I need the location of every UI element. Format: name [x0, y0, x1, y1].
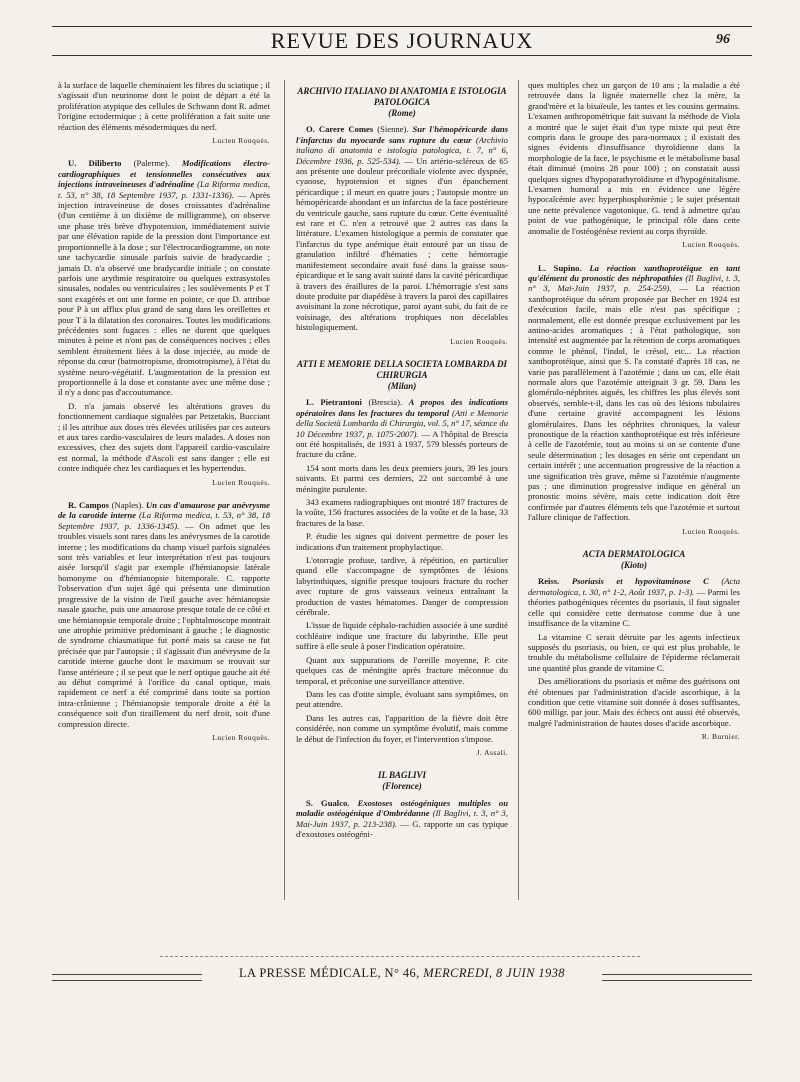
paragraph: 154 sont morts dans les deux premiers jours, 39 les jours suivants. Et parmi ces derniers, 22 ont succombé à une méningite purulente. — [296, 462, 508, 494]
article-text: — Parmi les théories pathogéniques récentes du psoriasis, il faut signaler celle qui considère cette dermatose comme due à une insuffisance de la vitamine C. — [528, 586, 741, 629]
paragraph: La vitamine C serait détruite par les agents infectieux supposés du psoriasis, ou bien, ce qui est plus probable, le trouble du métabolisme cellulaire de l'épiderme réclamerait une quantité plus grande de vitamine C. — [528, 631, 740, 673]
signature: R. Burnier. — [701, 732, 740, 742]
signature: Lucien Rouquès. — [212, 732, 270, 742]
paragraph: Dans les autres cas, l'apparition de la fièvre doit être considérée, non comme un symptôme évolutif, mais comme le début de l'infection du foyer, et l'intervention s'impose. — [296, 712, 508, 744]
article-reference: (La Riforma medica, t. 53, n° 38, 18 Septembre 1937, p. 1336-1345). — [58, 510, 271, 531]
article-text: — On admet que les troubles visuels sont rares dans les anévrysmes de la carotide interne ; les modifications du champ visuel parfois signalées sont très variables et leur interprétation n'est pas toujours aisée lorsqu'il s'agit par exemple d'hémianopsie latérale homonyme ou d'hémianopsie bitemporale. C. rapporte l'observation d'un sujet âgé qui présenta une diminution progressive de la vision de l'œil gauche avec hémianopsie nasale gauche, puis une amaurose presque totale de ce côté et une hémianopsie temporale droite ; l'ophtalmoscope montrait une atrophie primitive prédominant à gauche ; le diagnostic de syndrome chiasmatique fut porté mais sa cause ne fut précisée que par l'autopsie ; il s'agissait d'un anévrysme de la carotide interne gauche dont le maximum se trouvait sur l'anse antérieure ; il se peut que le nerf optique gauche ait été au début comprimé à l'orifice du canal optique, mais rapidement ce nerf a été comprimé dans toute sa portion intra-crânienne ; l'hémianopsie temporale droite a été la conséquence soit d'un tiraillement du nerf droit, soit d'une compression directe. — [58, 520, 270, 729]
section-city: (Kioto) — [621, 560, 647, 571]
paragraph: L'otorragie profuse, tardive, à répétition, en particulier quand elle s'accompagne de symptômes de lésions labyrinthiques, signifie presque toujours fracture du rocher avec rupture de gros vaisseaux veineux entraînant la production de vastes hématomes. Danger de compression cérébrale. — [296, 555, 508, 618]
article-title: A propos des indications opératoires dans les fractures du temporal — [296, 397, 508, 418]
article-author: Reiss. — [538, 576, 560, 587]
signature: Lucien Rouquès. — [450, 336, 508, 346]
header-rule — [52, 55, 752, 56]
article-text: — Un artério-scléreux de 65 ans présente une douleur précordiale violente avec dyspnée, cyanose, hypotension et signes d'un épanchement péricardique ; il meurt en quatre jours ; l'autopsie montre un hémopéricarde abondant et un infarctus de la face postérieure du ventricule gauche, sans rupture du cœur. Cette éventualité est rare et C. n'en a retrouvé que 2 autres cas dans la littérature. L'examen histologique a permis de constater que l'infarctus du type anémique était entouré par un tissu de granulation infiltré d'hématies ; cette hémorragie manifestement secondaire avait fusé dans la graisse sous-épicardique et le sang avait suinté dans la cavité péricardique à travers des éraillures de la paroi. L'hémorragie s'est sans doute produite par diapédèse à travers la paroi des capillaires avoisinant la zone nécrotique, paroi ayant subi, du fait de ce voisinage, des altérations trophiques non décelables histologiquement. — [296, 155, 508, 333]
article-text: — G. rapporte un cas typique d'exostoses ostéogéni- — [296, 818, 508, 839]
footer-journal: LA PRESSE MÉDICALE, N° 46, — [239, 966, 420, 980]
column-1 — [58, 80, 270, 755]
article — [58, 158, 270, 397]
footer-text — [208, 966, 596, 981]
section-heading: IL BAGLIVI — [378, 770, 426, 781]
article-author: S. Gualco. — [306, 797, 350, 808]
article-city: (Brescia). — [361, 397, 409, 408]
paragraph: à la surface de laquelle cheminaient les fibres du sciatique ; il s'agissait d'un neurinome dont le point de départ a été la prolifération atypique des cellules de Schwann dont R. admet l'origine ectodermique ; à cette prolifération a fait suite une réaction des éléments mésodermiques du nerf. — [58, 80, 270, 132]
article-reference: (Atti e Memorie della Società Lombarda di Chirurgia, vol. 5, n° 17, séance du 10 Décembre 1937, p. 1075-2007). — [296, 407, 509, 439]
section-city: (Rome) — [388, 108, 416, 118]
paragraph: D. n'a jamais observé les altérations graves du fonctionnement cardiaque signalées par Petzetakis, Bucciant ; il les attribue aux doses très élevées utilisées par ces auteurs et aux tares cardio-vasculaires de leurs malades. A doses non excessives, chez des sujets dont l'appareil cardio-vasculaire est normal, la méthode d'Ascoli est sans danger ; elle est contre indiquée chez les cardiaques et les hypertendus. — [58, 400, 270, 474]
article-title: Exostoses ostéogéniques multiples ou maladie ostéogénique d'Ombrédanne — [296, 797, 509, 819]
article-author: O. Carere Comes — [306, 124, 374, 135]
footer-separator — [160, 956, 640, 957]
article-reference: (La Riforma medica, t. 53, n° 38, 18 Septembre 1937, p. 1331-1336). — [58, 179, 270, 200]
article-city: (Sienne). — [373, 124, 413, 135]
page-number: 96 — [712, 32, 734, 48]
article — [528, 576, 740, 628]
article-author: U. Diliberto — [68, 158, 122, 169]
page-title: REVUE DES JOURNAUX — [52, 28, 752, 54]
section-city: (Florence) — [382, 781, 422, 792]
article-city: (Palerme). — [121, 158, 182, 169]
section-city: (Milan) — [387, 380, 417, 391]
article-title: Un cas d'amaurose par anévrysme de la carotide interne — [58, 500, 270, 521]
paragraph: L'issue de liquide céphalo-rachidien associée à une surdité cochléaire indique une fracture du labyrinthe. Elle peut suffire à elle seule à poser l'indication opératoire. — [296, 620, 508, 652]
footer-date: MERCREDI, 8 JUIN 1938 — [423, 966, 565, 980]
paragraph: Des améliorations du psoriasis et même des guérisons ont été obtenues par l'administration d'acide ascorbique, à la condition que cette vitamine soit donnée à doses suffisantes, 600 milligr. par jour. Mais des échecs ont aussi été observés, malgré l'administration de hautes doses d'acide ascorbique. — [528, 676, 740, 728]
article — [58, 500, 270, 729]
article-author: R. Campos — [68, 500, 110, 511]
column-2 — [296, 80, 508, 842]
article — [296, 798, 508, 840]
article-reference: (Archivio italiano di anatomia e istologia patologica, t. 7, n° 6, Décembre 1936, p. 525-534). — [296, 134, 508, 166]
article-text: — La réaction xanthoprotéique du sérum proposée par Becher en 1924 est d'exécution facile, mais elle n'est pas spécifique ; normalement, elle est donnée presque exclusivement par les amino-acides aromatiques ; à l'état pathologique, son intensité est augmentée par la rétention de corps aromatiques comme le phénol, l'indol, le crésol, etc... La réaction xanthoprotéique, ainsi que S. l'a constaté d'après 18 cas, ne varie pas parallèlement à l'azotémie ; dans un cas, elle était normale alors que l'azotémie atteignait 3 gr. 59. Dans les glomérulo-néphrites aiguës, les chiffres les plus élevés sont observés, semble-t-il, dans les cas où des lésions tubulaires d'une certaine gravité accompagnent les lésions glomérulaires. Dans les néphrites chroniques, la valeur pronostique de la réaction xanthoprotéique est très inférieure à celle de l'azotémie, tout au moins si on se contente d'une seule détermination ; les dosages en série ont cependant un certain intérêt ; une accentuation progressive de la réaction a une signification très grave, même si l'azotémie n'augmente pas ; une diminution progressive indique en général un pronostic moins sévère, mais cette indication doit être confirmée par d'autres éléments tels que l'azotémie et surtout l'allure clinique de l'affection. — [528, 283, 740, 523]
paragraph: ques multiples chez un garçon de 10 ans ; la maladie a été retrouvée dans la lignée maternelle chez la mère, la grand'mère et la bisaïeule, les tantes et les cousins germains. L'examen anthropométrique fait suivant la méthode de Viola a montré que le sujet était d'un type mixte qui peut être compris dans le groupe des para-normaux ; il existait des signes évidents d'insuffisance thyroïdienne dans la morphologie de la face, le psychisme et le métabolisme basal était diminué (moins 28 pour 100) ; on constatait aussi quelques signes d'hypoparathyroïdisme et d'hypogénitalisme. L'examen humoral a mis en évidence une légère hypocalcémie avec hyperphosphorémie ; le sujet présentait une nette prévalence vagotonique. G. tend à admettre qu'au point de vue pathogénique, le principal rôle dans cette anomalie de l'ostéogénèse revient au corps thyroïde. — [528, 80, 740, 236]
article-text: — A l'hôpital de Brescia ont été hospitalisés, de 1931 à 1937, 579 blessés porteurs de fracture du crâne. — [296, 428, 508, 460]
section-heading: ACTA DERMATOLOGICA — [582, 549, 686, 560]
article-title: Psoriasis et hypovitaminose C — [559, 576, 709, 587]
paragraph: Quant aux suppurations de l'oreille moyenne, P. cite quelques cas de méningite après fracture méconnue du temporal, et préconise une surveillance attentive. — [296, 654, 508, 686]
section-heading: ATTI E MEMORIE DELLA SOCIETA LOMBARDA DI CHIRURGIA — [296, 358, 508, 380]
article-title: Sur l'hémopéricarde dans l'infarctus du myocarde sans rupture du cœur — [296, 124, 508, 145]
article-reference: (Il Baglivi, t. 3, n° 3, Mai-Juin 1937, p. 254-259). — [528, 272, 740, 294]
article-reference: (Il Baglivi, t. 3, n° 3, Mai-Juin 1937, p. 213-238). — [296, 808, 508, 829]
page-footer — [52, 966, 752, 990]
signature: Lucien Rouquès. — [212, 136, 270, 146]
signature: Lucien Rouquès. — [682, 240, 740, 250]
footer-rule — [52, 974, 202, 981]
paragraph: P. étudie les signes qui doivent permettre de poser les indications d'un traitement prophylactique. — [296, 531, 508, 552]
header-rule — [52, 26, 752, 27]
article-city: (Naples). — [109, 500, 146, 511]
footer-rule — [602, 974, 752, 981]
section-heading: ARCHIVIO ITALIANO DI ANATOMIA E ISTOLOGIA PATOLOGICA — [297, 86, 507, 107]
article-text: — Après injection intraveineuse de doses croissantes d'adrénaline (d'un centième à un dixième de milligramme), on observe une phase très brève d'hypotension, immédiatement suivie par une élévation rapide de la pression dont l'importance est proportionnelle à la dose ; sur l'électrocardiogramme, on note une tachycardie sinusale parfois suivie de bradycardie ; jamais D. n'a observé une bradycardie initiale ; on constate parfois une arythmie respiratoire ou quelques extrasystoles sinusales, nodales ou ventriculaires ; les soulèvements P et T sont exagérés et ont une forme en pointe, ce que D. attribue pour P à un afflux plus grand de sang dans les oreillettes et pour T à la dilatation des coronaires. Toutes les modifications précédentes sont fugaces : elles ne durent que quelques minutes à peine et n'ont pas de conséquences nocives ; elles semblent étroitement liées à la dose injectée, au mode de réponse du cœur (batmotropisme, dromotropisme), à l'état du système neuro-végétatif. L'augmentation de la pression est proportionnelle à la dose et constante avec une même dose ; il n'y a donc pas d'accoutumance. — [58, 189, 271, 398]
article — [296, 124, 508, 332]
paragraph: 343 examens radiographiques ont montré 187 fractures de la voûte, 156 fractures associées de la voûte et de la base, 33 fractures de la base. — [296, 497, 508, 528]
article-title: La réaction xanthoprotéique en tant qu'élément du pronostic des néphropathies — [528, 262, 740, 283]
article — [296, 397, 508, 459]
article-author: L. Pietrantoni — [306, 397, 362, 408]
article-title: Modifications électro-cardiographiques et tensionnelles consécutives aux injections intraveineuses d'adrénaline — [58, 158, 270, 190]
signature: J. Assali. — [476, 747, 508, 757]
signature: Lucien Rouquès. — [682, 526, 740, 536]
article — [528, 263, 740, 523]
column-3 — [528, 80, 740, 755]
paragraph: Dans les cas d'otite simple, évoluant sans symptômes, on peut attendre. — [296, 688, 508, 710]
article-author: L. Supino. — [538, 262, 582, 273]
article-reference: (Acta dermatologica, t. 30, n° 1-2, Août 1937, p. 1-3). — [528, 576, 741, 597]
signature: Lucien Rouquès. — [212, 477, 270, 487]
page-header — [52, 18, 752, 62]
